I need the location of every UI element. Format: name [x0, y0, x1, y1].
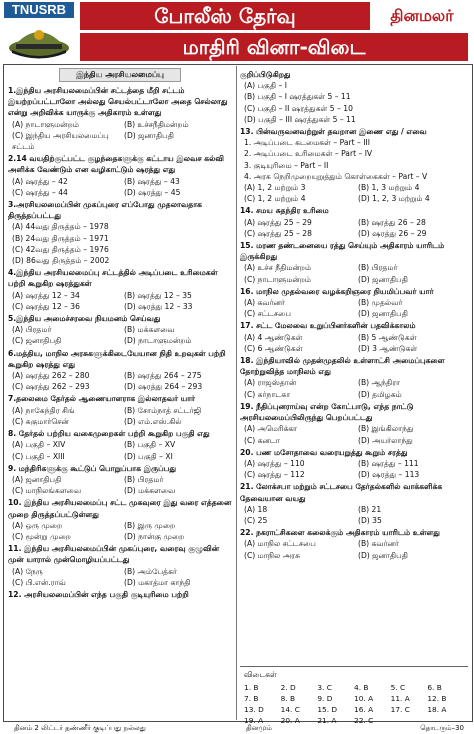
question-text: 4.இந்திய அரசியலமைப்பு சட்டத்தில் அடிப்படை உரிமைகள் பற்றி கூறுகிற ஷரத்துகள் — [8, 268, 218, 289]
answer-item: 14. C — [280, 705, 300, 714]
options-list — [8, 119, 232, 153]
option-item: 4. அரசு நெறிமுறையுறுத்தும் கொள்கைகள் – Part – V — [244, 171, 428, 181]
option-item: (B) ஷரத்து – 111 — [358, 458, 419, 468]
answer-item: 11. A — [390, 694, 410, 703]
answer-item: 22. C — [354, 716, 374, 725]
option-item: (A) ஒரு முறை — [12, 520, 63, 530]
answers-grid — [240, 682, 468, 726]
option-item: (B) அம்பேத்கர் — [124, 566, 177, 576]
option-item: (D) ஜனாதிபதி — [358, 550, 408, 560]
option-item: (A) ஷரத்து – 42 — [12, 176, 68, 186]
option-item: (A) பகுதி – XIV — [12, 440, 66, 450]
question-text: 19. நீதிப்புனராய்வு என்ற கோட்பாடு, எந்த நாட்டு அரசியலமைப்பிலிருந்து பெறப்பட்டது — [240, 401, 414, 423]
option-item: (C) கர்நாடகா — [244, 389, 291, 399]
footer — [0, 722, 474, 734]
option-item: (D) 1, 2, 3 மற்றும் 4 — [358, 194, 430, 204]
option-item: (B) பிரதமர் — [124, 474, 164, 484]
question-text: 11. இந்திய அரசியலமைப்பின் முகப்புரை, வரைவு குழுவின் முன் யாரால் முன்மொழியப்பட்டது — [8, 544, 220, 565]
answer-item: 18. A — [427, 705, 447, 714]
option-item: (B) இரு முறை — [124, 520, 176, 530]
options-list — [240, 458, 468, 480]
option-item: (C) ஷரத்து – 112 — [244, 470, 305, 480]
question-text: 21. லோக்சபா மற்றும் சட்டசபை தேர்தல்களில் வாக்களிக்க தேவையான வயது — [240, 482, 443, 503]
option-item: (D) 86வது திருத்தம் – 2002 — [12, 256, 110, 266]
question-text: 3.அரசியலமைப்பின் முகப்புரை எப்போது முதலாவதாக திருத்தப்பட்டது — [8, 200, 203, 221]
options-list — [240, 377, 468, 399]
options-list — [8, 474, 232, 496]
option-item: (A) கவர்னர் — [244, 298, 285, 308]
option-item: (A) பகுதி – I — [244, 81, 287, 91]
option-item: (D) அயர்லாந்து — [358, 435, 413, 445]
options-list — [240, 137, 468, 204]
option-item: (D) பகுதி – III ஷரத்துகள் 5 – 11 — [244, 114, 356, 124]
option-item: (B) உச்சநீதிமன்றம் — [124, 119, 189, 129]
option-item: (D) பகுதி – XI — [124, 451, 173, 461]
option-item: (C) 6 ஆண்டுகள் — [244, 343, 303, 353]
answer-box — [240, 666, 468, 726]
option-item: (D) எம்.எஸ்.கில் — [124, 416, 182, 426]
answer-item: 20. A — [280, 716, 300, 725]
option-item: (D) 35 — [358, 515, 382, 525]
option-item: (D) ஜனாதிபதி — [358, 274, 408, 284]
option-item: (A) 44வது திருத்தம் – 1978 — [12, 222, 109, 232]
options-list — [240, 538, 468, 560]
option-item: (C) ஷரத்து – 44 — [12, 187, 68, 197]
option-item: (C) பகுதி – II ஷரத்துகள் 5 – 10 — [244, 103, 353, 113]
option-item: (B) பிரதமர் — [358, 263, 398, 273]
options-list — [8, 221, 232, 266]
option-item: (A) ஷரத்து 262 – 280 — [12, 371, 90, 381]
option-item: (C) ஜனாதிபதி — [12, 336, 62, 346]
question-text: 9. மந்திரிகளுக்கு கூட்டுப் பொறுப்பாக இருப்பது — [8, 463, 177, 473]
answer-item: 2. D — [280, 683, 296, 692]
answer-item: 5. C — [390, 683, 406, 692]
options-list — [240, 217, 468, 239]
option-item: (B) கவர்னர் — [358, 539, 399, 549]
answer-item: 4. B — [354, 683, 369, 692]
question-text: 5.இந்திய அமைச்சரவை நியமனம் செய்வது — [8, 314, 161, 324]
option-item: (D) ஷரத்து 12 – 33 — [124, 301, 193, 311]
answer-item: 17. C — [390, 705, 410, 714]
options-list — [240, 262, 468, 284]
question-text: 12. அரசியலமைப்பின் எந்த பகுதி குடியுரிமை பற்றி — [8, 589, 189, 599]
option-item: (A) ஷரத்து 12 – 34 — [12, 290, 80, 300]
option-item: (B) மக்களவை — [124, 325, 175, 335]
option-item: (A) நாடாளுமன்றம் — [12, 119, 79, 129]
question-text: 10. இந்திய அரசியலமைப்பு சட்ட முகவுரை இது வரை எத்தனை முறை திருத்தப்பட்டுள்ளது — [8, 498, 232, 519]
option-item: (C) நாடாளுமன்றம் — [244, 274, 312, 284]
option-item: (D) 3 ஆண்டுகள் — [358, 343, 418, 353]
option-item: (C) ஷரத்து 262 – 293 — [12, 382, 90, 392]
option-item: (B) ஷரத்து – 43 — [124, 176, 180, 186]
option-item: 1. அடிப்படை கடமைகள் – Part – III — [244, 138, 370, 148]
option-item: (D) தமிழகம் — [358, 389, 402, 399]
option-item: (A) உச்ச நீதிமன்றம் — [244, 263, 312, 273]
options-list — [240, 423, 468, 445]
option-item: (D) நான்கு முறை — [124, 531, 185, 541]
option-item: (B) பகுதி – I ஷரத்துகள் 5 – 11 — [244, 92, 351, 102]
answer-item: 16. A — [354, 705, 374, 714]
question-text: 1.இந்திய அரசியலமைப்பின் சட்டத்தை மீறி சட்டம் இயற்றப்பட்டாலோ அல்லது செயல்பட்டாலோ அதை செல்லாது என்று அறிவிக்க யாருக்கு அதிகாரம் உள்ளது — [8, 86, 228, 118]
column-divider — [236, 66, 237, 720]
question-text: 15. மரண தண்டனையை ரத்து செய்யும் அதிகாரம் யாரிடம் இருக்கிறது — [240, 241, 445, 262]
options-list — [8, 566, 232, 588]
option-item: (A) நேரு — [12, 566, 43, 576]
option-item: (B) பகுதி – XV — [124, 440, 176, 450]
option-item: (D) ஷரத்து 26 – 29 — [358, 228, 427, 238]
answer-item: 15. D — [317, 705, 338, 714]
option-item: (D) ஷரத்து – 113 — [358, 470, 420, 480]
option-item: (C) 42வது திருத்தம் – 1976 — [12, 244, 109, 254]
answer-item: 9. D — [317, 694, 333, 703]
options-list — [240, 297, 468, 319]
section-heading: இந்திய அரசியலமைப்பு — [59, 68, 181, 82]
option-item: (D) ஜனாதிபதி — [124, 130, 174, 140]
option-item: (C) சட்டசபை — [244, 309, 291, 319]
question-text: 17. சட்ட மேலவை உறுப்பினர்களின் பதவிக்காலம் — [240, 321, 416, 331]
option-item: (D) ஷரத்து – 45 — [124, 187, 181, 197]
option-item: (D) ஷரத்து 264 – 293 — [124, 382, 203, 392]
option-item: (B) இங்கிலாந்து — [358, 424, 414, 434]
footer-daily: தினமும் — [246, 724, 272, 732]
options-list — [8, 520, 232, 542]
answer-item: 1. B — [244, 683, 259, 692]
option-item: (B) ஷரத்து 12 – 35 — [124, 290, 192, 300]
question-text: 2.14 வயதிற்குட்பட்ட குழந்தைகளுக்கு கட்டாய இலவச கல்வி அளிக்க வேண்டும் என வழிகாட்டும் ஷரத்து எது — [8, 154, 225, 175]
options-list — [8, 370, 232, 392]
title-police-exam: போலீஸ் தேர்வு — [80, 2, 370, 30]
option-item: (A) 1, 2 மற்றும் 3 — [244, 183, 306, 193]
left-column — [8, 68, 232, 600]
answer-item: 19. A — [244, 716, 264, 725]
options-list — [240, 504, 468, 526]
option-item: (A) ராஜஸ்தான் — [244, 378, 297, 388]
option-item: (A) அமெரிக்கா — [244, 424, 298, 434]
question-text: 7.தலைமை தேர்தல் ஆணையாளராக இல்லாதவர் யார் — [8, 394, 196, 404]
option-item: (A) ஷரத்து – 110 — [244, 458, 305, 468]
option-item: 3. குடியுரிமை – Part – II — [244, 160, 329, 170]
answer-item: 13. D — [244, 705, 264, 714]
option-item: (A) மாநில சட்டசபை — [244, 539, 316, 549]
option-item: (D) ஜனாதிபதி — [358, 309, 408, 319]
right-column — [240, 68, 468, 561]
option-item: (C) பகுதி – XIII — [12, 451, 65, 461]
brand-label: TNUSRB — [4, 2, 74, 18]
option-item: (A) ஜனாதிபதி — [12, 474, 62, 484]
option-item: (B) ஷரத்து 26 – 28 — [358, 217, 426, 227]
options-list — [8, 324, 232, 346]
option-item: (C) பி.என்.ராவ் — [12, 577, 66, 587]
footer-tip: தினம் 2 லிட்டர் தண்ணீர் குடிப்பது நல்லது — [14, 724, 146, 732]
option-item: (C) ஷரத்து 12 – 36 — [12, 301, 80, 311]
question-text: குறிப்பிடுகிறது — [240, 70, 291, 79]
question-text: 22. நகராட்சிகளை கலைக்கும் அதிகாரம் யாரிடம் உள்ளது — [240, 528, 440, 538]
dinamalar-logo: தினமலர் — [390, 6, 454, 25]
option-item: (C) மாநில அரசு — [244, 550, 301, 560]
header — [0, 0, 474, 62]
footer-continued: தொடரும்–30 — [420, 724, 464, 732]
options-list — [8, 290, 232, 312]
option-item: (D) நாடாளுமன்றம் — [124, 336, 192, 346]
options-list — [240, 80, 468, 125]
option-item: (C) 25 — [244, 515, 268, 525]
option-item: (B) 21 — [358, 504, 382, 514]
question-text: 14. சமய சுதந்திர உரிமை — [240, 206, 329, 216]
option-item: (B) ஆந்திரா — [358, 378, 401, 388]
answer-item: 21. A — [317, 716, 337, 725]
question-text: 20. பண மசோதாவை வரையறுத்து கூறும் சரத்து — [240, 447, 408, 457]
option-item: (D) மகாத்மா காந்தி — [124, 577, 191, 587]
answer-item: 10. A — [354, 694, 374, 703]
option-item: 2. அடிப்படை உரிமைகள் – Part – IV — [244, 149, 373, 159]
option-item: (C) மூன்று முறை — [12, 531, 71, 541]
option-item: (B) ஷரத்து 264 – 275 — [124, 371, 202, 381]
option-item: (C) இந்திய அரசியலமைப்பு சட்டம் — [12, 130, 109, 152]
option-item: (B) 1, 3 மற்றும் 4 — [358, 183, 420, 193]
options-list — [8, 176, 232, 198]
option-item: (A) பிரதமர் — [12, 325, 52, 335]
option-item: (C) கனடா — [244, 435, 280, 445]
option-item: (A) 18 — [244, 504, 268, 514]
option-item: (B) 5 ஆண்டுகள் — [358, 332, 417, 342]
answer-item: 7. B — [244, 694, 259, 703]
options-list — [240, 332, 468, 354]
option-item: (A) ஷரத்து 25 – 29 — [244, 217, 312, 227]
question-text: 18. இந்தியாவில் முதன்முதலில் உள்ளாட்சி அமைப்புகளை தோற்றுவித்த மாநிலம் எது — [240, 356, 445, 377]
option-item: (D) மக்களவை — [124, 486, 176, 496]
police-cap-icon — [4, 18, 74, 60]
option-item: (B) 24வது திருத்தம் – 1971 — [12, 233, 109, 243]
answers-title: விடைகள் — [244, 670, 277, 679]
answer-item: 3. C — [317, 683, 332, 692]
answer-item: 12. B — [427, 694, 447, 703]
question-text: 13. பின்வருவனவற்றுள் தவறான இணை எது / எவை — [240, 127, 427, 137]
option-item: (B) சோம்நாத் சட்டர்ஜி — [124, 405, 202, 415]
option-item: (B) முதல்வர் — [358, 298, 403, 308]
question-text: 8. தேர்தல் பற்றிய வகைமுறைகள் பற்றி கூறுகிற பகுதி எது — [8, 429, 210, 439]
options-list — [8, 439, 232, 461]
answer-item: 6. B — [427, 683, 442, 692]
options-list — [8, 405, 232, 427]
option-item: (C) ஷரத்து 25 – 28 — [244, 228, 312, 238]
option-item: (A) 4 ஆண்டுகள் — [244, 332, 303, 342]
question-text: 6.மத்திய, மாநில அரசுகளுக்கிடையேயான நிதி உறவுகள் பற்றி கூறுகிற ஷரத்து எது — [8, 348, 226, 369]
option-item: (A) நாகேந்திர சிங் — [12, 405, 75, 415]
title-model-qa: மாதிரி வினா-விடை — [80, 33, 468, 61]
option-item: (C) சுகுமார்சென் — [12, 416, 69, 426]
answer-item: 8. B — [280, 694, 296, 703]
question-text: 16. மாநில முதல்வரை வழக்கறிஞரை நியமிப்பவர் யார் — [240, 286, 434, 296]
option-item: (C) 1, 2 மற்றும் 4 — [244, 194, 306, 204]
option-item: (C) மாநிலங்களவை — [12, 486, 82, 496]
